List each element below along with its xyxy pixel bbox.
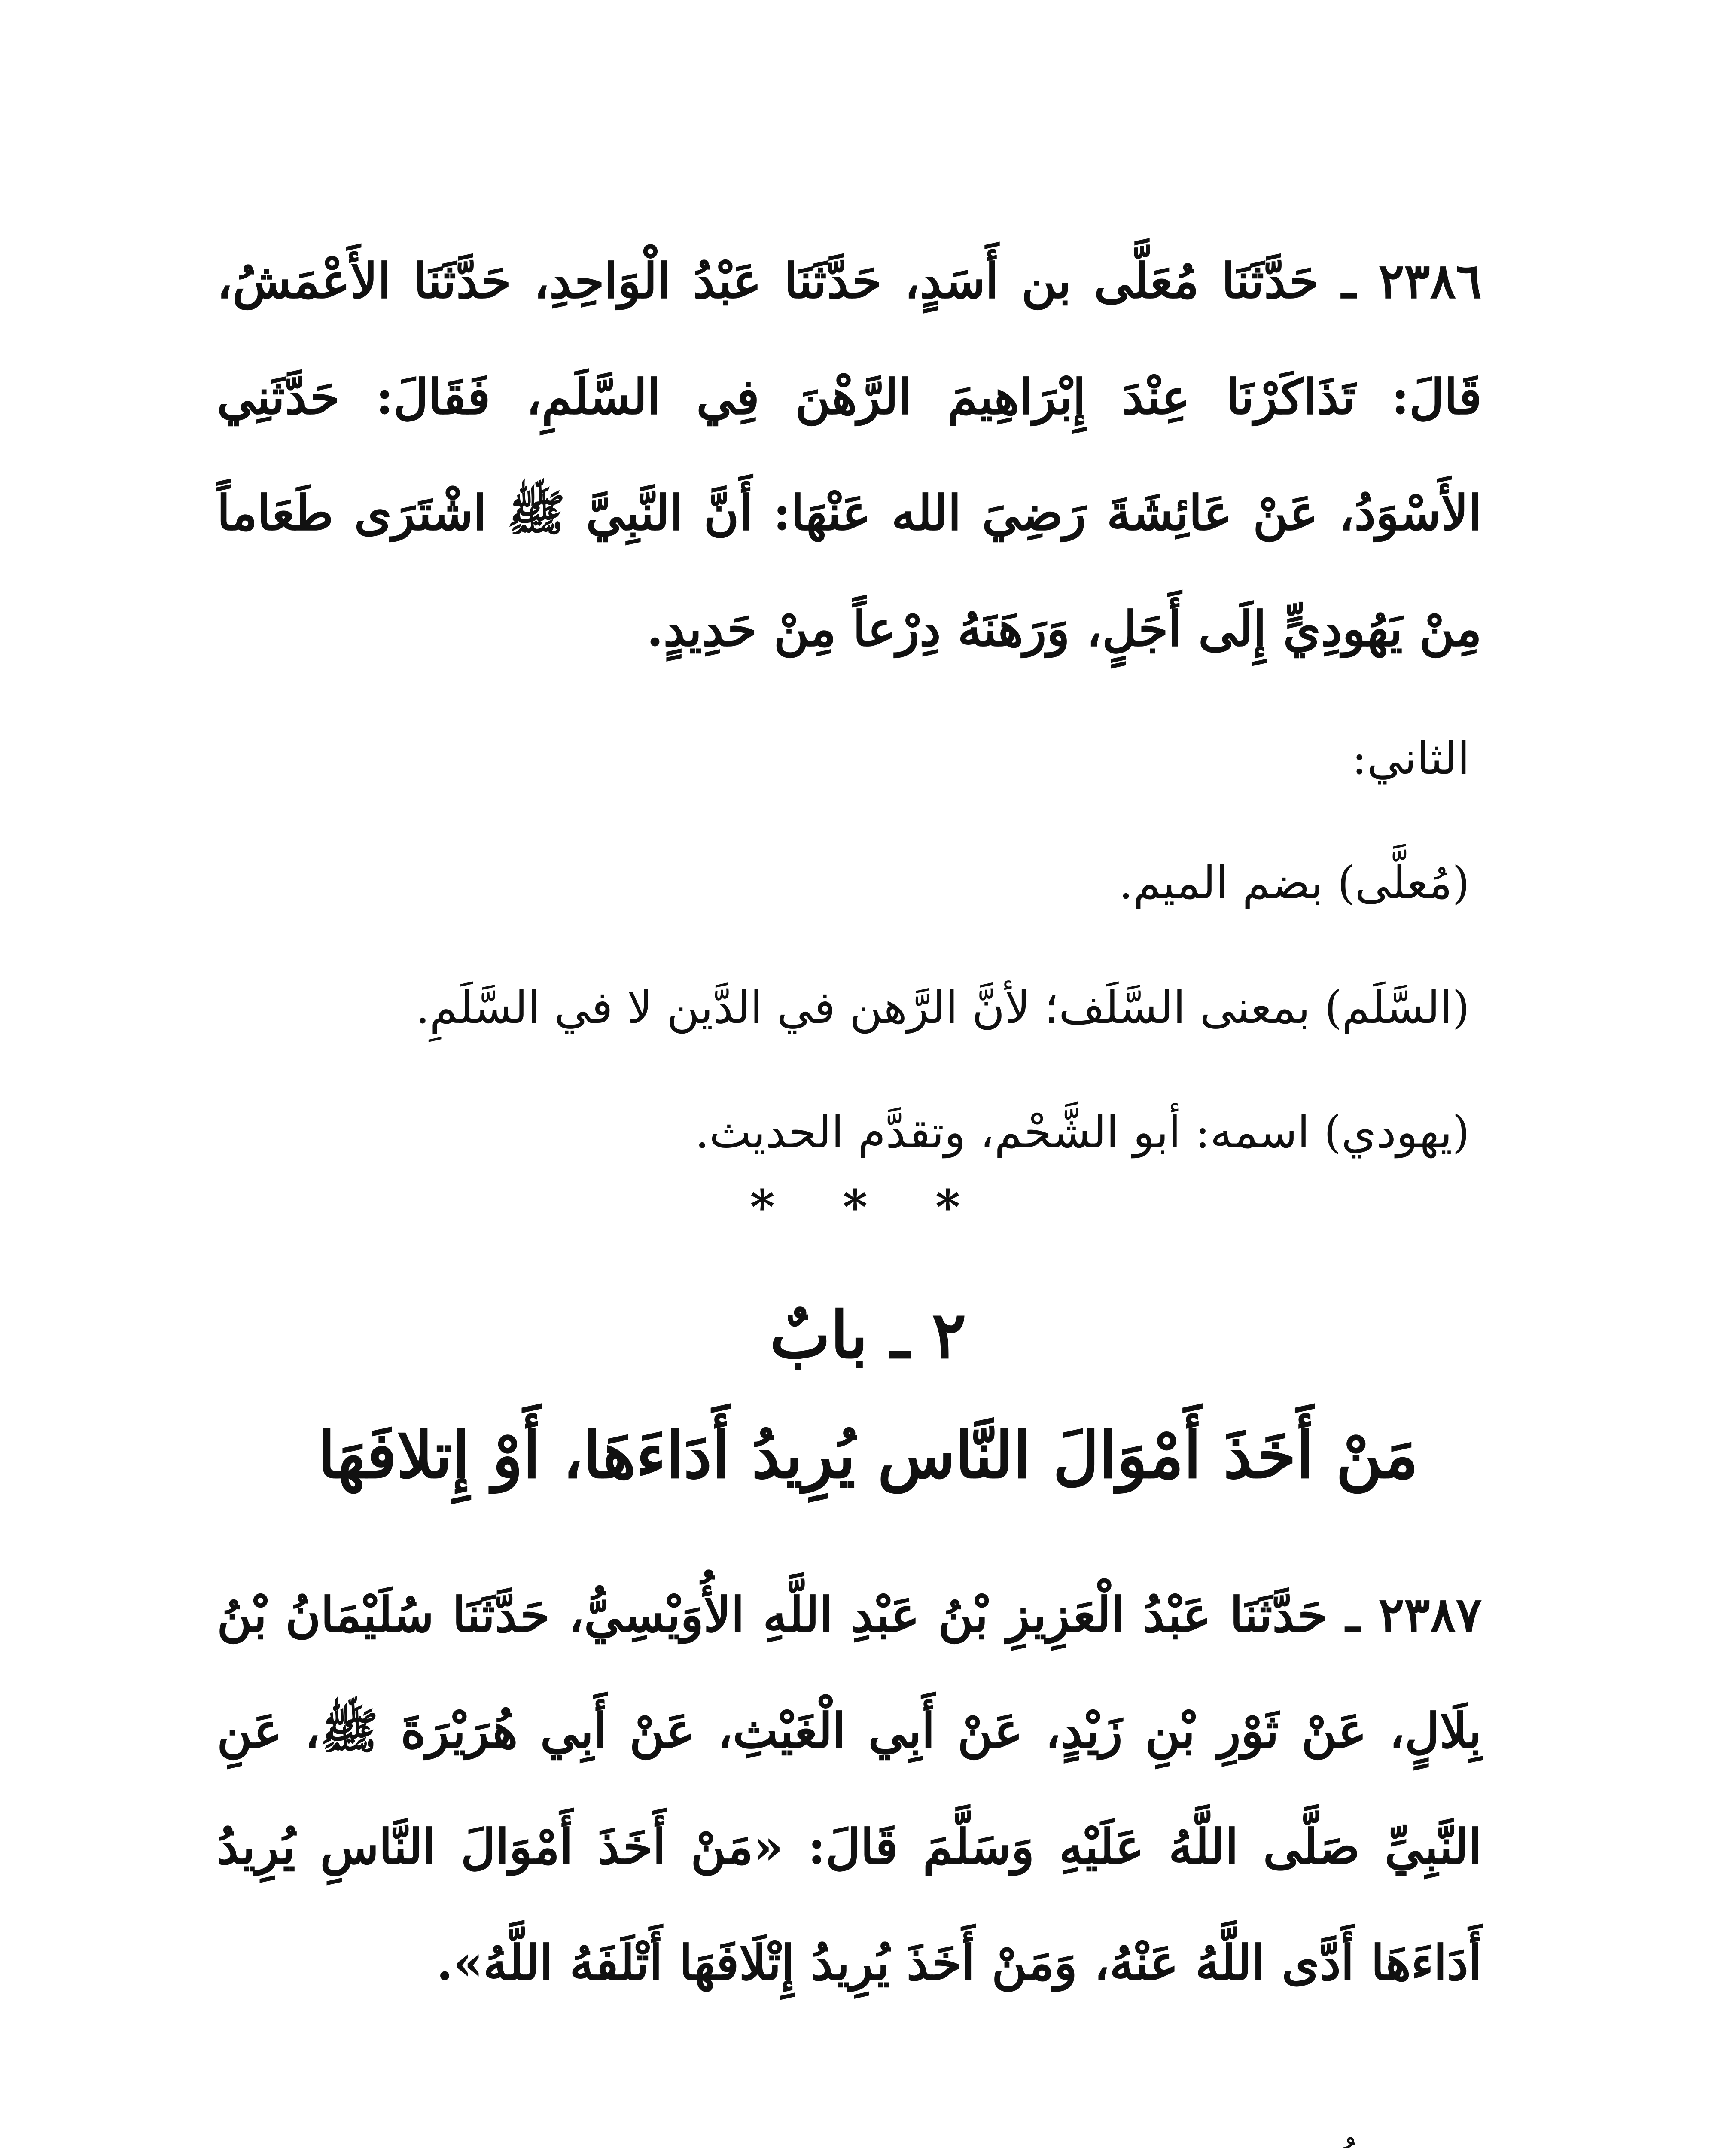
note-line-2: (السَّلَم) بمعنى السَّلَف؛ لأنَّ الرَّهن في الدَّين لا في السَّلَمِ. (415, 981, 1470, 1034)
notes-title: الثاني: (1352, 732, 1470, 784)
note-line-3: (يهودي) اسمه: أبو الشَّحْم، وتقدَّم الحديث. (695, 1106, 1470, 1158)
hadith-2387-paragraph: ٢٣٨٧ ـ حَدَّثَنَا عَبْدُ الْعَزِيزِ بْنُ عَبْدِ اللَّهِ الأُوَيْسِيُّ، حَدَّثَنَا سُلَيْمَانُ بْنُ بِلَالٍ، عَنْ ثَوْرِ بْنِ زَيْدٍ، عَنْ أَبِي الْغَيْثِ، عَنْ أَبِي هُرَيْرَةَ ﷺ، عَنِ النَّبِيِّ صَلَّى اللَّهُ عَلَيْهِ وَسَلَّمَ قَالَ: «مَنْ أَخَذَ أَمْوَالَ النَّاسِ يُرِيدُ أَدَاءَهَا أَدَّى اللَّهُ عَنْهُ، وَمَنْ أَخَذَ يُرِيدُ إِتْلَافَهَا أَتْلَفَهُ اللَّهُ». (217, 1587, 1482, 1991)
notes-section (224, 696, 1470, 1194)
section-separator: * * * (750, 1179, 986, 1235)
note-line-1: (مُعلَّى) بضم الميم. (1119, 857, 1470, 909)
hadith-2386-paragraph: ٢٣٨٦ ـ حَدَّثَنَا مُعَلَّى بن أَسَدٍ، حَدَّثَنَا عَبْدُ الْوَاحِدِ، حَدَّثَنَا الأَعْمَشُ، قَالَ: تَذَاكَرْنَا عِنْدَ إِبْرَاهِيمَ الرَّهْنَ فِي السَّلَمِ، فَقَالَ: حَدَّثَنِي الأَسْوَدُ، عَنْ عَائِشَةَ رَضِيَ الله عَنْهَا: أَنَّ النَّبِيَّ ﷺ اشْتَرَى طَعَاماً مِنْ يَهُودِيٍّ إِلَى أَجَلٍ، وَرَهَنَهُ دِرْعاً مِنْ حَدِيدٍ. (217, 253, 1482, 657)
chapter-title: مَنْ أَخَذَ أَمْوَالَ النَّاس يُرِيدُ أَدَاءَهَا، أَوْ إِتلافَهَا (317, 1418, 1419, 1492)
chapter-number: ٢ ـ بابٌ (770, 1297, 966, 1373)
